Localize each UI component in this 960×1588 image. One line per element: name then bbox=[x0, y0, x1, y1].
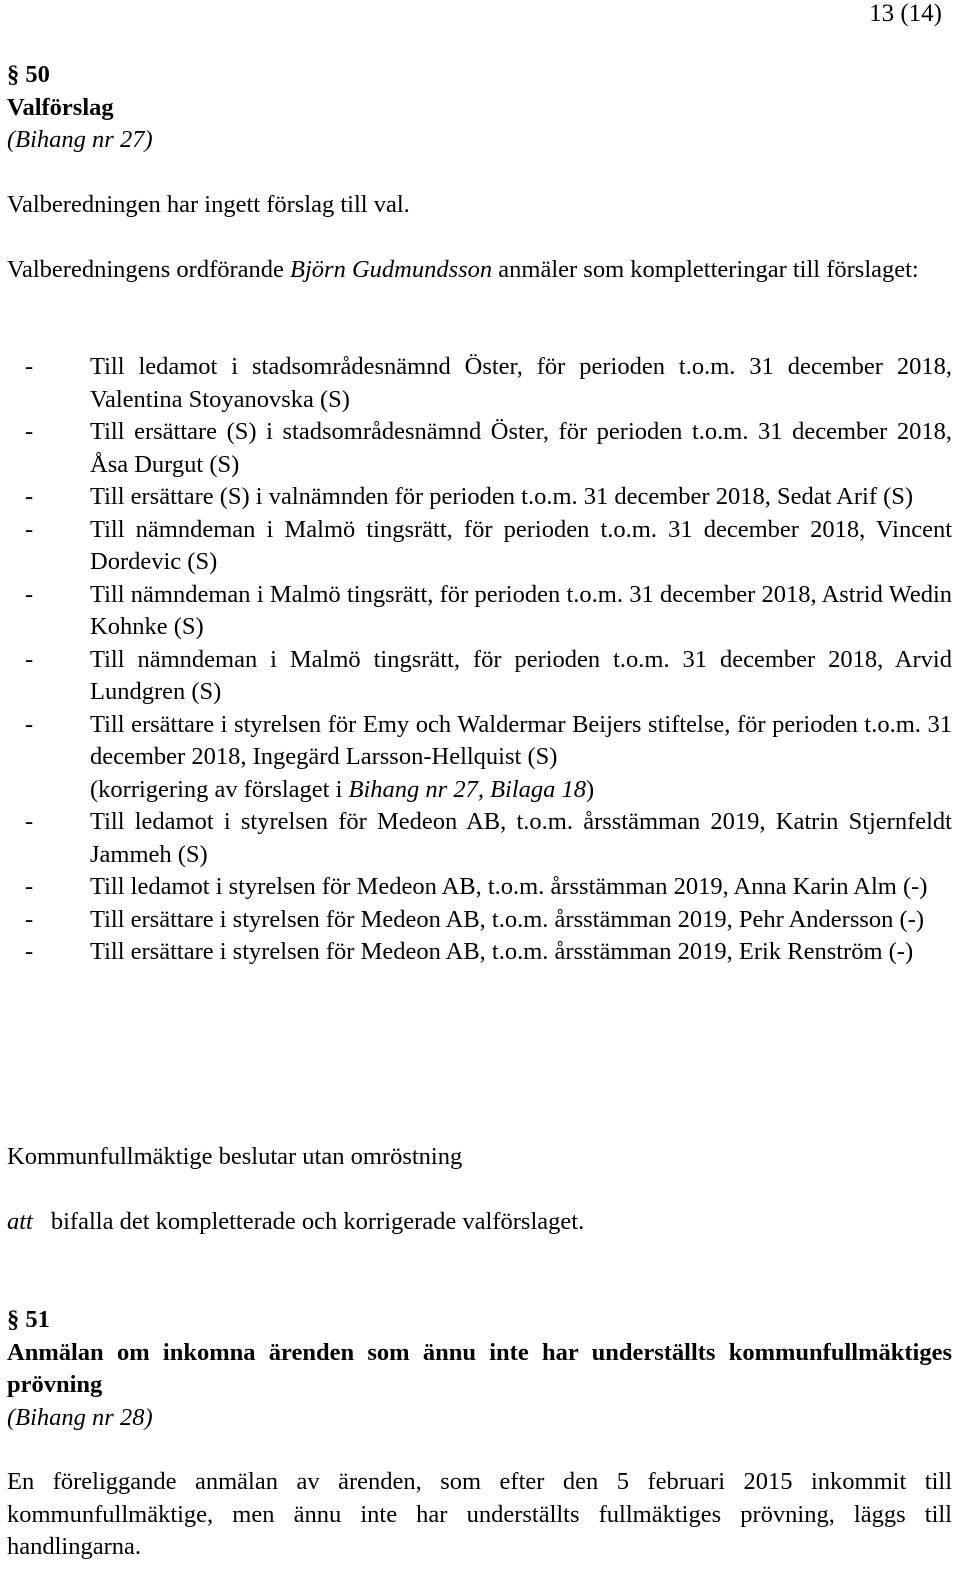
list-item-text: Till ersättare i styrelsen för Emy och Waldermar Beijers stiftelse, för perioden t.o.m. 31 december 2018, Ingegärd Larsson-Hellquist (S) bbox=[90, 710, 952, 770]
list-item bbox=[25, 871, 952, 904]
decision bbox=[7, 1206, 952, 1239]
list-item-text: Till nämndeman i Malmö tingsrätt, för perioden t.o.m. 31 december 2018, Vincent Dordevic (S) bbox=[90, 515, 952, 575]
list-dash: - bbox=[25, 873, 34, 900]
section-title: Valförslag bbox=[7, 93, 114, 121]
correction-note: ) bbox=[586, 775, 595, 803]
list-item bbox=[25, 416, 952, 481]
list-item-text: Till ersättare (S) i valnämnden för perioden t.o.m. 31 december 2018, Sedat Arif (S) bbox=[90, 483, 914, 510]
list-item-text: Till nämndeman i Malmö tingsrätt, för perioden t.o.m. 31 december 2018, Astrid Wedin Kohnke (S) bbox=[90, 580, 952, 640]
list-dash: - bbox=[25, 515, 34, 543]
page-number: 13 (14) bbox=[869, 0, 942, 27]
list-item-text: Till ledamot i styrelsen för Medeon AB, t.o.m. årsstämman 2019, Katrin Stjernfeldt Jammeh (S) bbox=[90, 808, 952, 868]
section-number: § 51 bbox=[7, 1306, 50, 1333]
list-item-text: Till ersättare i styrelsen för Medeon AB, t.o.m. årsstämman 2019, Erik Renström (-) bbox=[90, 938, 914, 965]
decision-text: bifalla det kompletterade och korrigerade valförslaget. bbox=[50, 1208, 585, 1235]
list-dash: - bbox=[25, 483, 34, 510]
correction-note: (korrigering av förslaget i bbox=[90, 775, 349, 803]
section-50-header bbox=[7, 59, 952, 157]
list-item bbox=[25, 351, 952, 416]
annex-reference: (Bihang nr 28) bbox=[7, 1403, 153, 1431]
paragraph bbox=[7, 254, 952, 287]
section-number: § 50 bbox=[7, 61, 50, 88]
list-item bbox=[25, 579, 952, 644]
list-dash: - bbox=[25, 710, 34, 738]
list-item bbox=[25, 806, 952, 871]
annex-reference: Bihang nr 27, Bilaga 18 bbox=[348, 775, 587, 803]
list-item-text: Till nämndeman i Malmö tingsrätt, för perioden t.o.m. 31 december 2018, Arvid Lundgren (S) bbox=[90, 645, 952, 705]
list-dash: - bbox=[25, 580, 34, 608]
paragraph: Valberedningen har ingett förslag till val. bbox=[7, 191, 410, 218]
list-item bbox=[25, 481, 952, 514]
att-keyword: att bbox=[7, 1208, 33, 1235]
nomination-list bbox=[25, 351, 952, 969]
section-51-header bbox=[7, 1304, 952, 1434]
list-item bbox=[25, 644, 952, 709]
decision-intro: Kommunfullmäktige beslutar utan omröstning bbox=[7, 1143, 463, 1170]
list-item bbox=[25, 709, 952, 807]
list-dash: - bbox=[25, 645, 34, 673]
list-dash: - bbox=[25, 808, 34, 835]
list-item-text: Till ersättare (S) i stadsområdesnämnd Öster, för perioden t.o.m. 31 december 2018, Åsa Durgut (S) bbox=[90, 418, 952, 478]
list-dash: - bbox=[25, 938, 34, 965]
list-item bbox=[25, 936, 952, 969]
paragraph-text: anmäler som kompletteringar till förslaget: bbox=[492, 256, 919, 283]
list-dash: - bbox=[25, 418, 34, 445]
list-dash: - bbox=[25, 905, 34, 933]
list-item-text: Till ersättare i styrelsen för Medeon AB, t.o.m. årsstämman 2019, Pehr Andersson (-) bbox=[90, 905, 925, 933]
list-item-text: Till ledamot i stadsområdesnämnd Öster, för perioden t.o.m. 31 december 2018, Valentina Stoyanovska (S) bbox=[90, 353, 952, 413]
person-name: Björn Gudmundsson bbox=[290, 256, 493, 283]
list-item bbox=[25, 904, 952, 937]
paragraph-text: Valberedningens ordförande bbox=[7, 256, 291, 283]
list-item-text: Till ledamot i styrelsen för Medeon AB, t.o.m. årsstämman 2019, Anna Karin Alm (-) bbox=[90, 873, 928, 900]
annex-reference: (Bihang nr 27) bbox=[7, 126, 153, 153]
paragraph: En föreliggande anmälan av ärenden, som efter den 5 februari 2015 inkommit till kommunfullmäktige, men ännu inte har underställts fullmäktiges prövning, läggs till handlingarna. bbox=[7, 1468, 952, 1560]
list-item bbox=[25, 514, 952, 579]
section-title: Anmälan om inkomna ärenden som ännu inte har underställts kommunfullmäktiges prövning bbox=[7, 1338, 952, 1398]
list-dash: - bbox=[25, 353, 34, 380]
